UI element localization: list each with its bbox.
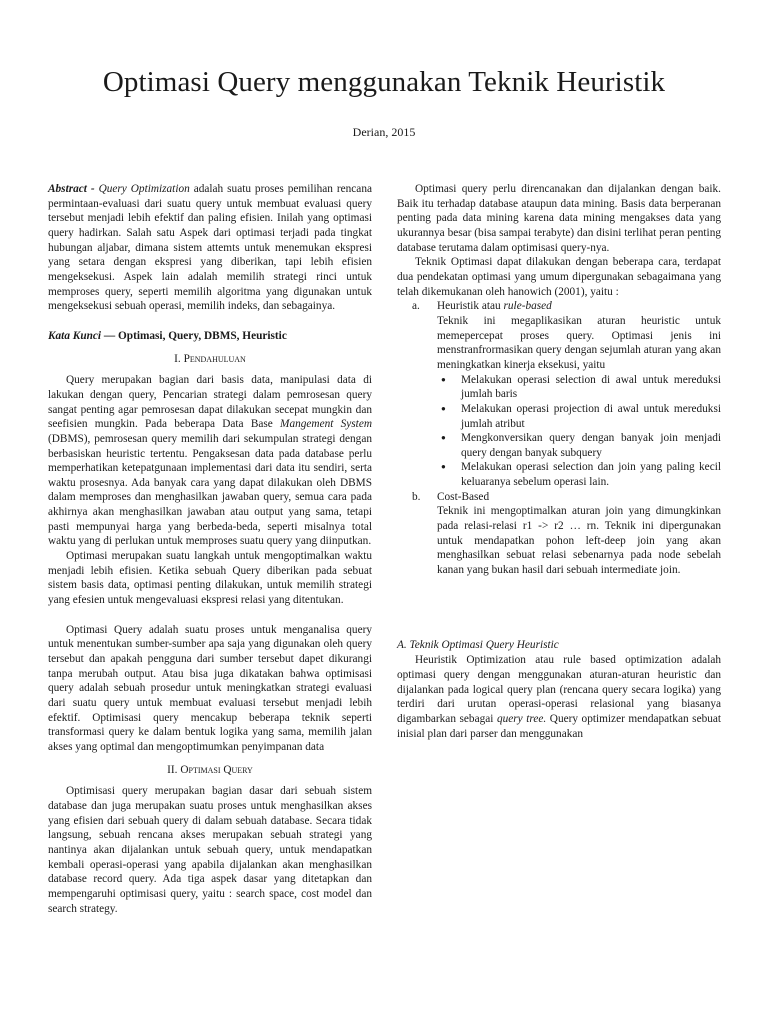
- section-2-number: II.: [167, 763, 178, 776]
- list-item-b-title: Cost-Based: [437, 490, 490, 503]
- keywords-label: Kata Kunci: [48, 329, 102, 342]
- abstract-body: adalah suatu proses pemilihan rencana permintaan-evaluasi dari suatu query untuk membuat evaluasi query tersebut menjadi lebih efektif dan paling efisien. Inilah yang optimasi query hadirkan. Salah satu Aspek dari optimasi terjadi pada tingkat hubungan aljabar, dimana sistem attemts untuk menemukan ekspresi yang setara dengan ekspresi yang diberikan, tapi lebih efisien mengeksekusi. Aspek lain adalah memilih strategi rinci untuk memproses query, seperti memilih algoritma yang digunakan untuk mengeksekusi sebuah operasi, memilih indeks, dan sebagainya.: [48, 183, 372, 313]
- list-marker-b: b.: [412, 490, 421, 503]
- section-heading-2: [48, 763, 372, 778]
- intro-p1-term: Mangement System: [280, 418, 372, 431]
- section-1-number: I.: [174, 352, 181, 365]
- list-item-a-title: [437, 299, 721, 314]
- intro-paragraph-3: Optimasi Query adalah suatu proses untuk menganalisa query untuk menentukan sumber-sumber apa saja yang digunakan oleh query tersebut dan apakah pengguna dari sumber tersebut dapet dikurangi tanpa merubah output. Atau bisa juga dikatakan bahwa optimisasi query adalah sebuah prosedur untuk meningkatkan strategi evaluasi dari suatu query untuk membuat evaluasi tersebut menjadi lebih efektif. Optimisasi query mencakup beberapa teknik seperti transformasi query ke dalam bentuk logika yang sama, memilih jalan akses yang optimal dan mengoptimumkan penyimpanan data: [48, 623, 372, 753]
- section-2-title: Optimasi Query: [180, 763, 253, 776]
- subsection-a-paragraph-1: [397, 653, 721, 741]
- list-item: ● Melakukan operasi projection di awal untuk mereduksi jumlah atribut: [441, 402, 721, 431]
- list-item-b: [397, 490, 721, 578]
- abstract-term: Query Optimization: [98, 183, 190, 195]
- section-1-title: Pendahuluan: [183, 352, 246, 365]
- intro-p1-text-b: (DBMS), pemrosesan query memilih dari sekumpulan strategi dengan berbasiskan heuristic tertentu. Pengaksesan data pada database perlu memperhatikan ketepatgunaan implementasi dari data itu sendiri, serta waktu prosesnya. Ada banyak cara yang dapat dilakukan oleh DBMS dalam memproses dan menghasilkan jawaban query, semua cara pada akhirnya akan menghasilkan jawaban atau output yang sama, tetapi pasti mempunyai harga yang berbeda-beda, seperti misalnya total waktu yang di perlukan untuk memproses suatu query yang diinputkan.: [48, 432, 372, 548]
- right-column: [397, 182, 721, 741]
- list-marker-a: a.: [412, 300, 420, 313]
- list-item: ● Mengkonversikan query dengan banyak join menjadi query dengan banyak subquery: [441, 431, 721, 460]
- list-item-b-desc: Teknik ini mengoptimalkan aturan join yang dimungkinkan pada relasi-relasi r1 -> r2 … rn. Teknik ini dipergunakan untuk mendapatkan pohon left-deep join yang akan menghasilkan sebuat relasi sebenarnya pada node sebelah kanan yang bukan hasil dari sebuah intermediate join.: [437, 505, 721, 577]
- abstract: [48, 182, 372, 314]
- intro-paragraph-1: [48, 373, 372, 549]
- item-a-title-text: Heuristik atau: [437, 300, 501, 313]
- keywords-text: — Optimasi, Query, DBMS, Heuristic: [103, 329, 287, 342]
- section-gap: [397, 578, 721, 638]
- subsec-a-term: query tree.: [496, 713, 547, 725]
- subsec-a-text-b: Query optimizer mendapatkan sebuat inisial plan dari parser dan menggunakan: [397, 713, 722, 740]
- paper-title: Optimasi Query menggunakan Teknik Heuristik: [102, 66, 666, 98]
- section-2-paragraph-2: Optimasi query perlu direncanakan dan dijalankan dengan baik. Baik itu terhadap database ataupun data mining. Basis data berperanan penting pada data mining karena data mining mengakses data yang ukurannya besar (bisa sampai terabyte) dan disini terlihat peran penting database terutama dalam optimisasi query-nya.: [397, 183, 721, 254]
- keywords: [48, 329, 372, 344]
- left-column: [48, 182, 372, 916]
- section-heading-1: [48, 352, 372, 367]
- intro-p1-text-a: Query merupakan bagian dari basis data, manipulasi data di lakukan dengan query, Pencarian strategi dalam pemrosesan query sangat penting agar pemrosesan dapat dilakukan secepat mungkin dan seefisien mungkin. Pada beberapa Data Base: [48, 374, 372, 431]
- list-item: ● Melakukan operasi selection dan join yang paling kecil keluaranya sebelum operasi lain.: [441, 460, 721, 489]
- item-a-title-term: rule-based: [503, 300, 552, 313]
- section-2-paragraph-3: Teknik Optimasi dapat dilakukan dengan beberapa cara, terdapat dua pendekatan optimasi yang umum dipergunakan sebagaimana yang telah dikemukanan oleh hanowich (2001), yaitu :: [397, 256, 721, 298]
- intro-paragraph-2: Optimasi merupakan suatu langkah untuk mengoptimalkan waktu menjadi lebih efisien. Ketika sebuah Query diberikan pada sebuat sistem basis data, optimasi penting dilakukan, untuk memilih strategi yang efesien untuk mengevaluasi ekspresi relasi yang ditentukan.: [48, 550, 372, 607]
- list-item: ● Melakukan operasi selection di awal untuk mereduksi jumlah baris: [441, 373, 721, 402]
- list-item-a-desc: Teknik ini megaplikasikan aturan heuristic untuk memepercepat proses query. Optimasi jenis ini menstranfrormasikan query dengan sejumlah aturan yang akan meningkatkan kinerja eksekusi, yaitu: [437, 314, 721, 371]
- list-item-a: [397, 299, 721, 372]
- abstract-label: Abstract -: [48, 183, 95, 195]
- paragraph-gap: [48, 608, 372, 623]
- author-line: Derian, 2015: [352, 125, 416, 139]
- subsec-a-text-a: Heuristik Optimization atau rule based optimization adalah optimasi query dengan menggunakan aturan-aturan heuristic dan dijalankan pada logical query plan (rencana query secara logika) yang terdiri dari urutan operasi-operasi relasional yang biasanya digambarkan sebagai: [397, 654, 721, 725]
- subsection-heading-a: A. Teknik Optimasi Query Heuristic: [397, 638, 559, 651]
- section-2-paragraph-1: Optimisasi query merupakan bagian dasar dari sebuah sistem database dan juga merupakan suatu proses untuk menghasilkan akses yang efisien dari sebuah query di dalam sebuah database. Secara tidak langsung, sebuah rencana akses merupakan sebuah strategi yang nantinya akan dijalankan untuk sebuah query, untuk mendapatkan kembali operasi-operasi yang apabila dijalankan akan menghasilkan database record query. Ada tiga aspek dasar yang ditetapkan dan mempengaruhi optimisasi query, yaitu : search space, cost model dan search strategy.: [48, 785, 372, 915]
- heuristic-rules-list: [397, 373, 721, 490]
